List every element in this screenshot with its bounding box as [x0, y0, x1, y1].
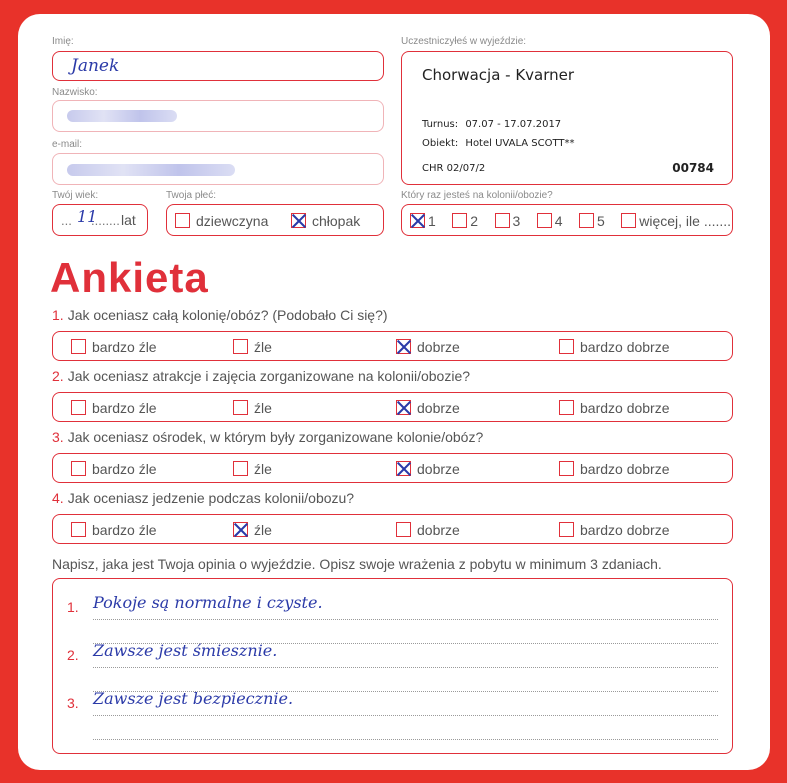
rating-label: bardzo dobrze: [580, 460, 670, 477]
email-label: e-mail:: [52, 139, 83, 150]
question-number: 1.: [52, 307, 64, 323]
rating-checkbox[interactable]: [71, 522, 86, 537]
writing-line: [93, 643, 718, 644]
rating-option[interactable]: [396, 399, 460, 417]
rating-checkbox[interactable]: [559, 339, 574, 354]
raz-label: 5: [597, 212, 605, 229]
rating-label: bardzo dobrze: [580, 338, 670, 355]
checkbox-raz-4[interactable]: [537, 213, 552, 228]
rating-checkbox[interactable]: [71, 339, 86, 354]
rating-label: bardzo dobrze: [580, 399, 670, 416]
nazwisko-label: Nazwisko:: [52, 87, 98, 98]
obiekt-value: Hotel UVALA SCOTT**: [465, 138, 575, 149]
rating-option[interactable]: [559, 338, 670, 356]
rating-option[interactable]: [233, 460, 272, 478]
question-number: 4.: [52, 490, 64, 506]
question-text: [52, 368, 470, 384]
rating-label: źle: [254, 338, 272, 355]
rating-label: źle: [254, 399, 272, 416]
opinion-number: 1.: [67, 599, 79, 615]
wiek-field[interactable]: [52, 204, 148, 236]
writing-line: [93, 667, 718, 668]
redacted-email: [67, 164, 235, 176]
trip-code: CHR 02/07/2: [422, 163, 486, 174]
question-text: [52, 490, 354, 506]
rating-option[interactable]: [559, 460, 670, 478]
question-options-row: [52, 331, 733, 361]
rating-option[interactable]: [71, 338, 157, 356]
trip-number: 00784: [672, 161, 714, 175]
opinion-box[interactable]: [52, 578, 733, 754]
trip-box: [401, 51, 733, 185]
writing-line: [93, 691, 718, 692]
question-label: Jak oceniasz atrakcje i zajęcia zorganizowane na kolonii/obozie?: [67, 368, 471, 384]
question-number: 3.: [52, 429, 64, 445]
turnus-row: [422, 119, 561, 130]
rating-checkbox[interactable]: [71, 400, 86, 415]
rating-option[interactable]: [233, 338, 272, 356]
rating-option[interactable]: [71, 521, 157, 539]
checkbox-raz-1[interactable]: [410, 213, 425, 228]
rating-label: dobrze: [417, 399, 460, 416]
trip-name: Chorwacja - Kvarner: [422, 66, 575, 84]
rating-checkbox[interactable]: [233, 339, 248, 354]
survey-sheet: [18, 14, 770, 770]
obiekt-label: Obiekt:: [422, 138, 459, 149]
rating-option[interactable]: [396, 521, 460, 539]
opinion-number: 3.: [67, 695, 79, 711]
rating-label: dobrze: [417, 460, 460, 477]
plec-option-label: chłopak: [312, 212, 361, 229]
plec-option-dziewczyna[interactable]: [175, 212, 268, 230]
rating-option[interactable]: [559, 521, 670, 539]
rating-checkbox[interactable]: [71, 461, 86, 476]
question-text: [52, 307, 388, 323]
question-label: Jak oceniasz jedzenie podczas kolonii/obozu?: [67, 490, 355, 506]
wiek-dots-right: ........: [91, 213, 120, 228]
rating-checkbox[interactable]: [233, 461, 248, 476]
ktory-raz-label: Który raz jesteś na kolonii/obozie?: [401, 190, 553, 201]
rating-checkbox[interactable]: [559, 400, 574, 415]
rating-checkbox[interactable]: [396, 522, 411, 537]
rating-option[interactable]: [396, 338, 460, 356]
rating-option[interactable]: [559, 399, 670, 417]
rating-label: bardzo dobrze: [580, 521, 670, 538]
rating-label: bardzo źle: [92, 460, 157, 477]
obiekt-row: [422, 138, 575, 149]
rating-label: bardzo źle: [92, 338, 157, 355]
turnus-value: 07.07 - 17.07.2017: [465, 119, 562, 130]
raz-label: 1: [428, 212, 436, 229]
raz-label: 3: [512, 212, 521, 229]
question-options-row: [52, 392, 733, 422]
rating-label: bardzo źle: [92, 521, 157, 538]
survey-title: Ankieta: [50, 254, 209, 301]
rating-option[interactable]: [396, 460, 460, 478]
turnus-label: Turnus:: [422, 119, 459, 130]
rating-label: źle: [254, 521, 272, 538]
writing-line: [93, 619, 718, 620]
rating-checkbox[interactable]: [396, 400, 411, 415]
checkbox-raz-wiecej[interactable]: [621, 213, 636, 228]
plec-option-label: dziewczyna: [196, 212, 269, 229]
opinion-prompt: Napisz, jaka jest Twoja opinia o wyjeździe. Opisz swoje wrażenia z pobytu w minimum 3 zdaniach.: [52, 556, 662, 572]
checkbox-dziewczyna[interactable]: [175, 213, 190, 228]
question-number: 2.: [52, 368, 64, 384]
rating-label: bardzo źle: [92, 399, 157, 416]
raz-label: więcej, ile .......: [639, 212, 732, 229]
question-label: Jak oceniasz ośrodek, w którym były zorganizowane kolonie/obóz?: [67, 429, 484, 445]
rating-checkbox[interactable]: [559, 522, 574, 537]
rating-label: źle: [254, 460, 272, 477]
wiek-value: 11: [77, 207, 98, 226]
rating-checkbox[interactable]: [559, 461, 574, 476]
imie-field[interactable]: [52, 51, 384, 81]
wiek-dots-left: ...: [61, 213, 72, 228]
checkbox-raz-2[interactable]: [452, 213, 467, 228]
plec-option-chlopak[interactable]: [291, 212, 360, 230]
opinion-handwriting: Zawsze jest bezpiecznie.: [93, 689, 294, 708]
uczestnik-label: Uczestniczyłeś w wyjeździe:: [401, 36, 527, 47]
checkbox-raz-5[interactable]: [579, 213, 594, 228]
plec-field: [166, 204, 384, 236]
question-label: Jak oceniasz całą kolonię/obóz? (Podobało Ci się?): [67, 307, 388, 323]
wiek-label: Twój wiek:: [52, 190, 99, 201]
opinion-handwriting: Zawsze jest śmiesznie.: [93, 641, 278, 660]
imie-value: Janek: [71, 56, 120, 76]
opinion-number: 2.: [67, 647, 79, 663]
rating-checkbox[interactable]: [396, 461, 411, 476]
rating-option[interactable]: [71, 399, 157, 417]
writing-line: [93, 739, 718, 740]
raz-label: 2: [470, 212, 479, 229]
ktory-raz-field: [401, 204, 733, 236]
rating-option[interactable]: [233, 399, 272, 417]
question-options-row: [52, 453, 733, 483]
opinion-handwriting: Pokoje są normalne i czyste.: [93, 593, 323, 612]
checkbox-chlopak[interactable]: [291, 213, 306, 228]
question-text: [52, 429, 483, 445]
writing-line: [93, 715, 718, 716]
rating-label: dobrze: [417, 521, 460, 538]
nazwisko-field[interactable]: [52, 100, 384, 132]
rating-option[interactable]: [233, 521, 272, 539]
imie-label: Imię:: [52, 36, 74, 47]
rating-checkbox[interactable]: [233, 400, 248, 415]
wiek-unit: lat: [121, 212, 136, 228]
email-field[interactable]: [52, 153, 384, 185]
rating-checkbox[interactable]: [396, 339, 411, 354]
checkbox-raz-3[interactable]: [495, 213, 510, 228]
question-options-row: [52, 514, 733, 544]
rating-option[interactable]: [71, 460, 157, 478]
plec-label: Twoja płeć:: [166, 190, 217, 201]
rating-checkbox[interactable]: [233, 522, 248, 537]
rating-label: dobrze: [417, 338, 460, 355]
raz-label: 4: [554, 212, 563, 229]
redacted-surname: [67, 110, 177, 122]
ktory-raz-options: [410, 212, 731, 230]
